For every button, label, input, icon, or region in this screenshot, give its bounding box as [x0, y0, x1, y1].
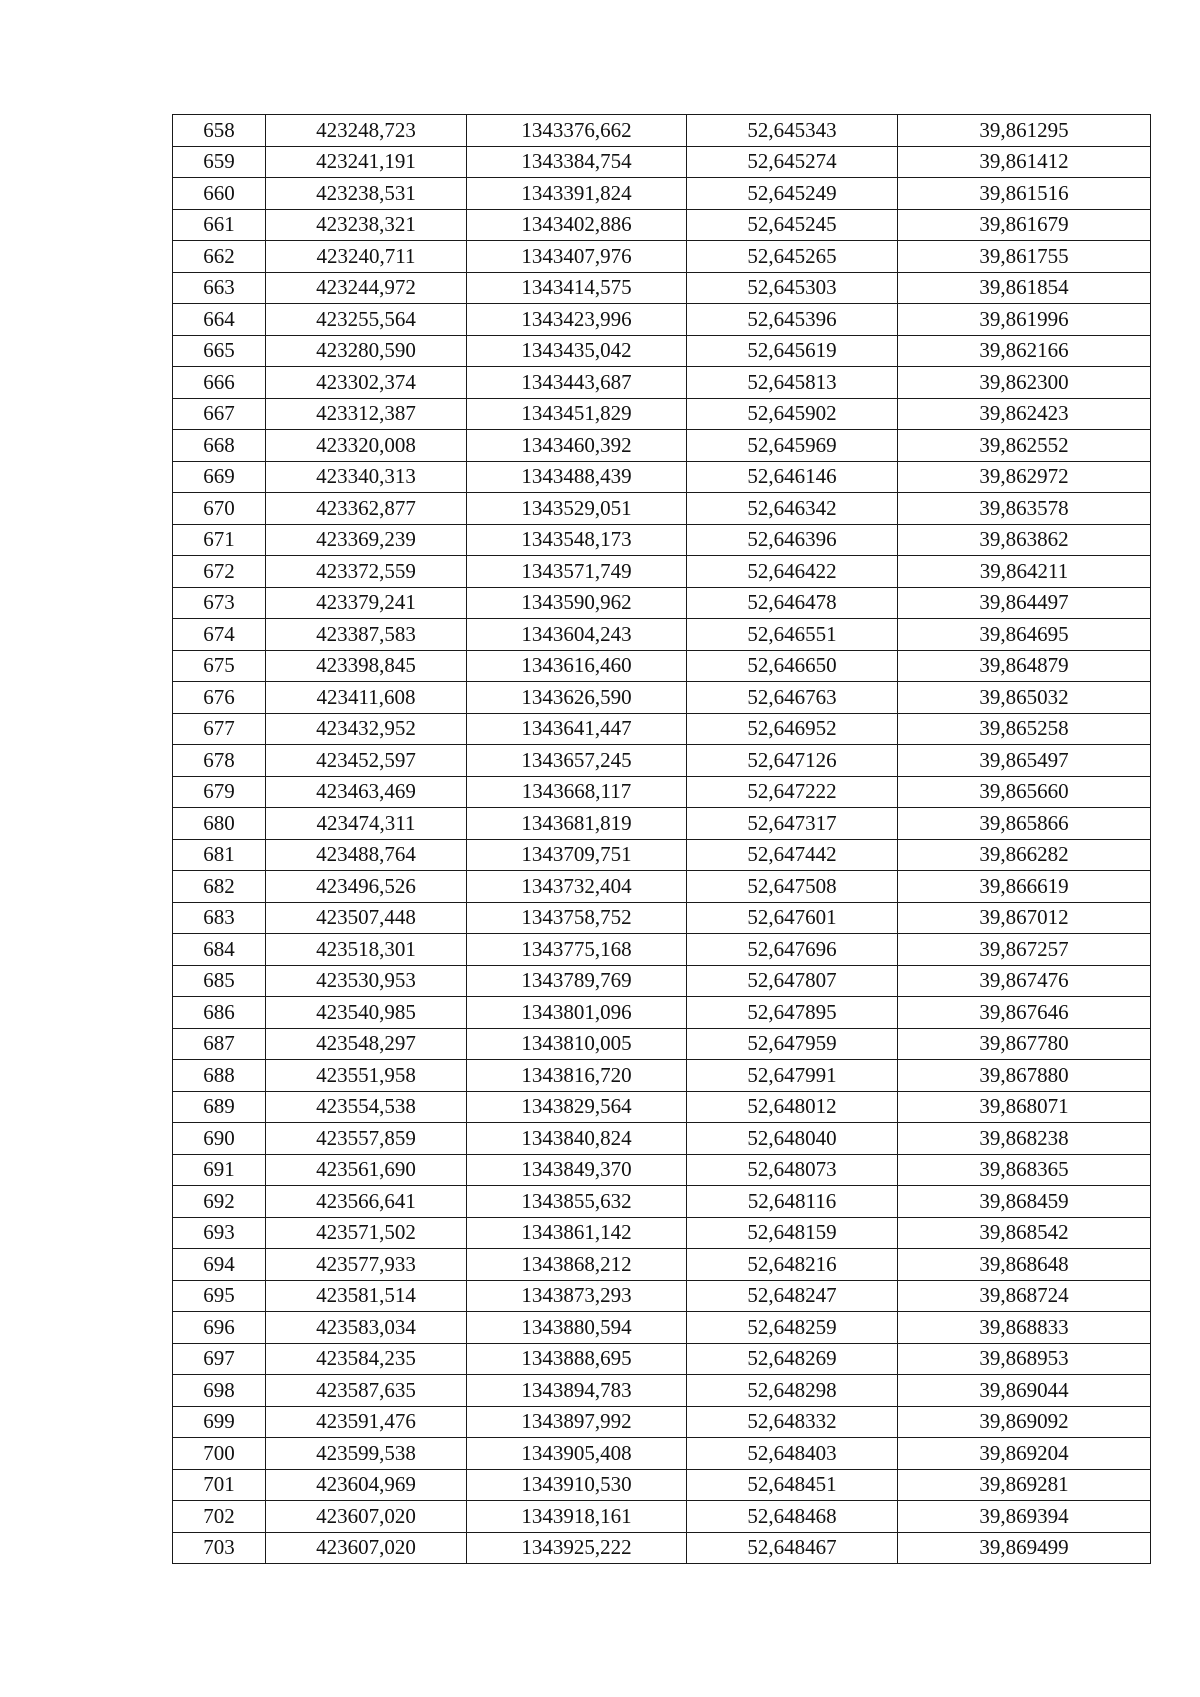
point-number-cell: 670: [173, 493, 266, 525]
y-coordinate-cell: 1343571,749: [467, 556, 687, 588]
table-row: [173, 209, 1151, 241]
latitude-cell: 52,646422: [687, 556, 898, 588]
y-coordinate-cell: 1343925,222: [467, 1532, 687, 1564]
latitude-cell: 52,647126: [687, 745, 898, 777]
longitude-cell: 39,865258: [898, 713, 1151, 745]
table-row: [173, 335, 1151, 367]
y-coordinate-cell: 1343402,886: [467, 209, 687, 241]
x-coordinate-cell: 423507,448: [266, 902, 467, 934]
y-coordinate-cell: 1343668,117: [467, 776, 687, 808]
x-coordinate-cell: 423557,859: [266, 1123, 467, 1155]
longitude-cell: 39,861679: [898, 209, 1151, 241]
point-number-cell: 701: [173, 1469, 266, 1501]
longitude-cell: 39,868365: [898, 1154, 1151, 1186]
x-coordinate-cell: 423607,020: [266, 1501, 467, 1533]
x-coordinate-cell: 423530,953: [266, 965, 467, 997]
x-coordinate-cell: 423584,235: [266, 1343, 467, 1375]
y-coordinate-cell: 1343460,392: [467, 430, 687, 462]
table-row: [173, 965, 1151, 997]
latitude-cell: 52,647222: [687, 776, 898, 808]
y-coordinate-cell: 1343423,996: [467, 304, 687, 336]
y-coordinate-cell: 1343829,564: [467, 1091, 687, 1123]
table-row: [173, 934, 1151, 966]
latitude-cell: 52,645813: [687, 367, 898, 399]
table-row: [173, 902, 1151, 934]
longitude-cell: 39,869281: [898, 1469, 1151, 1501]
table-row: [173, 1154, 1151, 1186]
latitude-cell: 52,646478: [687, 587, 898, 619]
x-coordinate-cell: 423587,635: [266, 1375, 467, 1407]
longitude-cell: 39,861755: [898, 241, 1151, 273]
y-coordinate-cell: 1343384,754: [467, 146, 687, 178]
point-number-cell: 702: [173, 1501, 266, 1533]
point-number-cell: 678: [173, 745, 266, 777]
latitude-cell: 52,647991: [687, 1060, 898, 1092]
latitude-cell: 52,645303: [687, 272, 898, 304]
latitude-cell: 52,648467: [687, 1532, 898, 1564]
latitude-cell: 52,646146: [687, 461, 898, 493]
point-number-cell: 669: [173, 461, 266, 493]
point-number-cell: 659: [173, 146, 266, 178]
table-row: [173, 871, 1151, 903]
latitude-cell: 52,646551: [687, 619, 898, 651]
point-number-cell: 660: [173, 178, 266, 210]
longitude-cell: 39,861295: [898, 115, 1151, 147]
table-row: [173, 1028, 1151, 1060]
y-coordinate-cell: 1343443,687: [467, 367, 687, 399]
table-row: [173, 524, 1151, 556]
point-number-cell: 694: [173, 1249, 266, 1281]
longitude-cell: 39,861996: [898, 304, 1151, 336]
x-coordinate-cell: 423387,583: [266, 619, 467, 651]
x-coordinate-cell: 423255,564: [266, 304, 467, 336]
longitude-cell: 39,868648: [898, 1249, 1151, 1281]
x-coordinate-cell: 423488,764: [266, 839, 467, 871]
y-coordinate-cell: 1343775,168: [467, 934, 687, 966]
x-coordinate-cell: 423554,538: [266, 1091, 467, 1123]
longitude-cell: 39,863862: [898, 524, 1151, 556]
longitude-cell: 39,862423: [898, 398, 1151, 430]
table-row: [173, 1060, 1151, 1092]
longitude-cell: 39,864211: [898, 556, 1151, 588]
point-number-cell: 661: [173, 209, 266, 241]
table-row: [173, 997, 1151, 1029]
longitude-cell: 39,862300: [898, 367, 1151, 399]
x-coordinate-cell: 423312,387: [266, 398, 467, 430]
latitude-cell: 52,648159: [687, 1217, 898, 1249]
point-number-cell: 686: [173, 997, 266, 1029]
table-row: [173, 1217, 1151, 1249]
point-number-cell: 682: [173, 871, 266, 903]
table-row: [173, 713, 1151, 745]
point-number-cell: 684: [173, 934, 266, 966]
table-row: [173, 556, 1151, 588]
longitude-cell: 39,868953: [898, 1343, 1151, 1375]
longitude-cell: 39,867646: [898, 997, 1151, 1029]
point-number-cell: 663: [173, 272, 266, 304]
x-coordinate-cell: 423302,374: [266, 367, 467, 399]
y-coordinate-cell: 1343435,042: [467, 335, 687, 367]
x-coordinate-cell: 423238,321: [266, 209, 467, 241]
x-coordinate-cell: 423577,933: [266, 1249, 467, 1281]
y-coordinate-cell: 1343590,962: [467, 587, 687, 619]
table-row: [173, 367, 1151, 399]
x-coordinate-cell: 423518,301: [266, 934, 467, 966]
coordinates-table-body: [173, 115, 1151, 1564]
point-number-cell: 689: [173, 1091, 266, 1123]
table-row: [173, 1280, 1151, 1312]
point-number-cell: 685: [173, 965, 266, 997]
point-number-cell: 699: [173, 1406, 266, 1438]
x-coordinate-cell: 423581,514: [266, 1280, 467, 1312]
longitude-cell: 39,868071: [898, 1091, 1151, 1123]
latitude-cell: 52,645249: [687, 178, 898, 210]
table-row: [173, 839, 1151, 871]
point-number-cell: 675: [173, 650, 266, 682]
latitude-cell: 52,647601: [687, 902, 898, 934]
y-coordinate-cell: 1343414,575: [467, 272, 687, 304]
y-coordinate-cell: 1343789,769: [467, 965, 687, 997]
x-coordinate-cell: 423561,690: [266, 1154, 467, 1186]
x-coordinate-cell: 423566,641: [266, 1186, 467, 1218]
longitude-cell: 39,867476: [898, 965, 1151, 997]
latitude-cell: 52,648468: [687, 1501, 898, 1533]
point-number-cell: 668: [173, 430, 266, 462]
y-coordinate-cell: 1343801,096: [467, 997, 687, 1029]
x-coordinate-cell: 423607,020: [266, 1532, 467, 1564]
latitude-cell: 52,648259: [687, 1312, 898, 1344]
table-row: [173, 1123, 1151, 1155]
y-coordinate-cell: 1343641,447: [467, 713, 687, 745]
y-coordinate-cell: 1343709,751: [467, 839, 687, 871]
longitude-cell: 39,863578: [898, 493, 1151, 525]
x-coordinate-cell: 423540,985: [266, 997, 467, 1029]
y-coordinate-cell: 1343894,783: [467, 1375, 687, 1407]
point-number-cell: 695: [173, 1280, 266, 1312]
x-coordinate-cell: 423240,711: [266, 241, 467, 273]
latitude-cell: 52,645343: [687, 115, 898, 147]
longitude-cell: 39,864497: [898, 587, 1151, 619]
latitude-cell: 52,647895: [687, 997, 898, 1029]
table-row: [173, 272, 1151, 304]
point-number-cell: 667: [173, 398, 266, 430]
table-row: [173, 745, 1151, 777]
table-row: [173, 304, 1151, 336]
point-number-cell: 688: [173, 1060, 266, 1092]
x-coordinate-cell: 423379,241: [266, 587, 467, 619]
x-coordinate-cell: 423599,538: [266, 1438, 467, 1470]
y-coordinate-cell: 1343840,824: [467, 1123, 687, 1155]
latitude-cell: 52,648216: [687, 1249, 898, 1281]
x-coordinate-cell: 423432,952: [266, 713, 467, 745]
table-row: [173, 808, 1151, 840]
latitude-cell: 52,647807: [687, 965, 898, 997]
y-coordinate-cell: 1343488,439: [467, 461, 687, 493]
table-row: [173, 461, 1151, 493]
x-coordinate-cell: 423591,476: [266, 1406, 467, 1438]
x-coordinate-cell: 423372,559: [266, 556, 467, 588]
point-number-cell: 703: [173, 1532, 266, 1564]
table-row: [173, 1186, 1151, 1218]
y-coordinate-cell: 1343548,173: [467, 524, 687, 556]
longitude-cell: 39,867257: [898, 934, 1151, 966]
latitude-cell: 52,648269: [687, 1343, 898, 1375]
y-coordinate-cell: 1343873,293: [467, 1280, 687, 1312]
point-number-cell: 674: [173, 619, 266, 651]
x-coordinate-cell: 423411,608: [266, 682, 467, 714]
y-coordinate-cell: 1343626,590: [467, 682, 687, 714]
longitude-cell: 39,867880: [898, 1060, 1151, 1092]
latitude-cell: 52,647317: [687, 808, 898, 840]
y-coordinate-cell: 1343905,408: [467, 1438, 687, 1470]
table-row: [173, 1532, 1151, 1564]
latitude-cell: 52,645396: [687, 304, 898, 336]
table-row: [173, 1375, 1151, 1407]
latitude-cell: 52,648332: [687, 1406, 898, 1438]
y-coordinate-cell: 1343880,594: [467, 1312, 687, 1344]
point-number-cell: 671: [173, 524, 266, 556]
x-coordinate-cell: 423320,008: [266, 430, 467, 462]
x-coordinate-cell: 423369,239: [266, 524, 467, 556]
x-coordinate-cell: 423238,531: [266, 178, 467, 210]
y-coordinate-cell: 1343391,824: [467, 178, 687, 210]
x-coordinate-cell: 423551,958: [266, 1060, 467, 1092]
latitude-cell: 52,647508: [687, 871, 898, 903]
longitude-cell: 39,865660: [898, 776, 1151, 808]
longitude-cell: 39,869394: [898, 1501, 1151, 1533]
longitude-cell: 39,864879: [898, 650, 1151, 682]
x-coordinate-cell: 423241,191: [266, 146, 467, 178]
point-number-cell: 664: [173, 304, 266, 336]
latitude-cell: 52,647442: [687, 839, 898, 871]
latitude-cell: 52,648403: [687, 1438, 898, 1470]
table-row: [173, 1438, 1151, 1470]
coordinates-table: [172, 114, 1151, 1564]
point-number-cell: 666: [173, 367, 266, 399]
point-number-cell: 696: [173, 1312, 266, 1344]
table-row: [173, 1501, 1151, 1533]
longitude-cell: 39,869499: [898, 1532, 1151, 1564]
table-row: [173, 650, 1151, 682]
point-number-cell: 691: [173, 1154, 266, 1186]
point-number-cell: 673: [173, 587, 266, 619]
point-number-cell: 683: [173, 902, 266, 934]
latitude-cell: 52,646396: [687, 524, 898, 556]
latitude-cell: 52,645245: [687, 209, 898, 241]
longitude-cell: 39,868833: [898, 1312, 1151, 1344]
latitude-cell: 52,645274: [687, 146, 898, 178]
y-coordinate-cell: 1343681,819: [467, 808, 687, 840]
longitude-cell: 39,869204: [898, 1438, 1151, 1470]
longitude-cell: 39,861412: [898, 146, 1151, 178]
point-number-cell: 693: [173, 1217, 266, 1249]
x-coordinate-cell: 423463,469: [266, 776, 467, 808]
longitude-cell: 39,867780: [898, 1028, 1151, 1060]
y-coordinate-cell: 1343888,695: [467, 1343, 687, 1375]
table-row: [173, 776, 1151, 808]
document-page: [172, 114, 1150, 1564]
longitude-cell: 39,865866: [898, 808, 1151, 840]
point-number-cell: 680: [173, 808, 266, 840]
latitude-cell: 52,646342: [687, 493, 898, 525]
table-row: [173, 1343, 1151, 1375]
point-number-cell: 677: [173, 713, 266, 745]
x-coordinate-cell: 423583,034: [266, 1312, 467, 1344]
table-row: [173, 1249, 1151, 1281]
table-row: [173, 241, 1151, 273]
longitude-cell: 39,866282: [898, 839, 1151, 871]
y-coordinate-cell: 1343816,720: [467, 1060, 687, 1092]
longitude-cell: 39,861516: [898, 178, 1151, 210]
latitude-cell: 52,648040: [687, 1123, 898, 1155]
x-coordinate-cell: 423244,972: [266, 272, 467, 304]
y-coordinate-cell: 1343861,142: [467, 1217, 687, 1249]
y-coordinate-cell: 1343451,829: [467, 398, 687, 430]
y-coordinate-cell: 1343849,370: [467, 1154, 687, 1186]
point-number-cell: 676: [173, 682, 266, 714]
point-number-cell: 692: [173, 1186, 266, 1218]
latitude-cell: 52,648116: [687, 1186, 898, 1218]
x-coordinate-cell: 423340,313: [266, 461, 467, 493]
point-number-cell: 690: [173, 1123, 266, 1155]
table-row: [173, 430, 1151, 462]
latitude-cell: 52,645619: [687, 335, 898, 367]
longitude-cell: 39,869044: [898, 1375, 1151, 1407]
longitude-cell: 39,868542: [898, 1217, 1151, 1249]
latitude-cell: 52,645265: [687, 241, 898, 273]
point-number-cell: 681: [173, 839, 266, 871]
table-row: [173, 178, 1151, 210]
point-number-cell: 658: [173, 115, 266, 147]
table-row: [173, 1091, 1151, 1123]
y-coordinate-cell: 1343868,212: [467, 1249, 687, 1281]
point-number-cell: 698: [173, 1375, 266, 1407]
longitude-cell: 39,865497: [898, 745, 1151, 777]
longitude-cell: 39,862166: [898, 335, 1151, 367]
x-coordinate-cell: 423452,597: [266, 745, 467, 777]
y-coordinate-cell: 1343732,404: [467, 871, 687, 903]
y-coordinate-cell: 1343758,752: [467, 902, 687, 934]
longitude-cell: 39,868724: [898, 1280, 1151, 1312]
y-coordinate-cell: 1343910,530: [467, 1469, 687, 1501]
table-row: [173, 619, 1151, 651]
point-number-cell: 665: [173, 335, 266, 367]
table-row: [173, 587, 1151, 619]
table-row: [173, 1406, 1151, 1438]
table-row: [173, 493, 1151, 525]
point-number-cell: 679: [173, 776, 266, 808]
longitude-cell: 39,865032: [898, 682, 1151, 714]
point-number-cell: 662: [173, 241, 266, 273]
latitude-cell: 52,645969: [687, 430, 898, 462]
latitude-cell: 52,648451: [687, 1469, 898, 1501]
y-coordinate-cell: 1343616,460: [467, 650, 687, 682]
x-coordinate-cell: 423248,723: [266, 115, 467, 147]
latitude-cell: 52,646952: [687, 713, 898, 745]
x-coordinate-cell: 423604,969: [266, 1469, 467, 1501]
y-coordinate-cell: 1343897,992: [467, 1406, 687, 1438]
x-coordinate-cell: 423548,297: [266, 1028, 467, 1060]
y-coordinate-cell: 1343376,662: [467, 115, 687, 147]
point-number-cell: 700: [173, 1438, 266, 1470]
longitude-cell: 39,866619: [898, 871, 1151, 903]
longitude-cell: 39,862972: [898, 461, 1151, 493]
point-number-cell: 672: [173, 556, 266, 588]
longitude-cell: 39,868238: [898, 1123, 1151, 1155]
x-coordinate-cell: 423496,526: [266, 871, 467, 903]
y-coordinate-cell: 1343604,243: [467, 619, 687, 651]
table-row: [173, 682, 1151, 714]
point-number-cell: 697: [173, 1343, 266, 1375]
latitude-cell: 52,648298: [687, 1375, 898, 1407]
table-row: [173, 146, 1151, 178]
y-coordinate-cell: 1343407,976: [467, 241, 687, 273]
x-coordinate-cell: 423474,311: [266, 808, 467, 840]
longitude-cell: 39,868459: [898, 1186, 1151, 1218]
table-row: [173, 1312, 1151, 1344]
y-coordinate-cell: 1343810,005: [467, 1028, 687, 1060]
longitude-cell: 39,869092: [898, 1406, 1151, 1438]
y-coordinate-cell: 1343855,632: [467, 1186, 687, 1218]
table-row: [173, 115, 1151, 147]
y-coordinate-cell: 1343918,161: [467, 1501, 687, 1533]
x-coordinate-cell: 423398,845: [266, 650, 467, 682]
y-coordinate-cell: 1343657,245: [467, 745, 687, 777]
longitude-cell: 39,867012: [898, 902, 1151, 934]
latitude-cell: 52,648247: [687, 1280, 898, 1312]
latitude-cell: 52,646763: [687, 682, 898, 714]
longitude-cell: 39,864695: [898, 619, 1151, 651]
x-coordinate-cell: 423571,502: [266, 1217, 467, 1249]
x-coordinate-cell: 423280,590: [266, 335, 467, 367]
latitude-cell: 52,647959: [687, 1028, 898, 1060]
latitude-cell: 52,648073: [687, 1154, 898, 1186]
longitude-cell: 39,861854: [898, 272, 1151, 304]
table-row: [173, 398, 1151, 430]
x-coordinate-cell: 423362,877: [266, 493, 467, 525]
latitude-cell: 52,646650: [687, 650, 898, 682]
table-row: [173, 1469, 1151, 1501]
point-number-cell: 687: [173, 1028, 266, 1060]
longitude-cell: 39,862552: [898, 430, 1151, 462]
latitude-cell: 52,645902: [687, 398, 898, 430]
latitude-cell: 52,647696: [687, 934, 898, 966]
latitude-cell: 52,648012: [687, 1091, 898, 1123]
y-coordinate-cell: 1343529,051: [467, 493, 687, 525]
